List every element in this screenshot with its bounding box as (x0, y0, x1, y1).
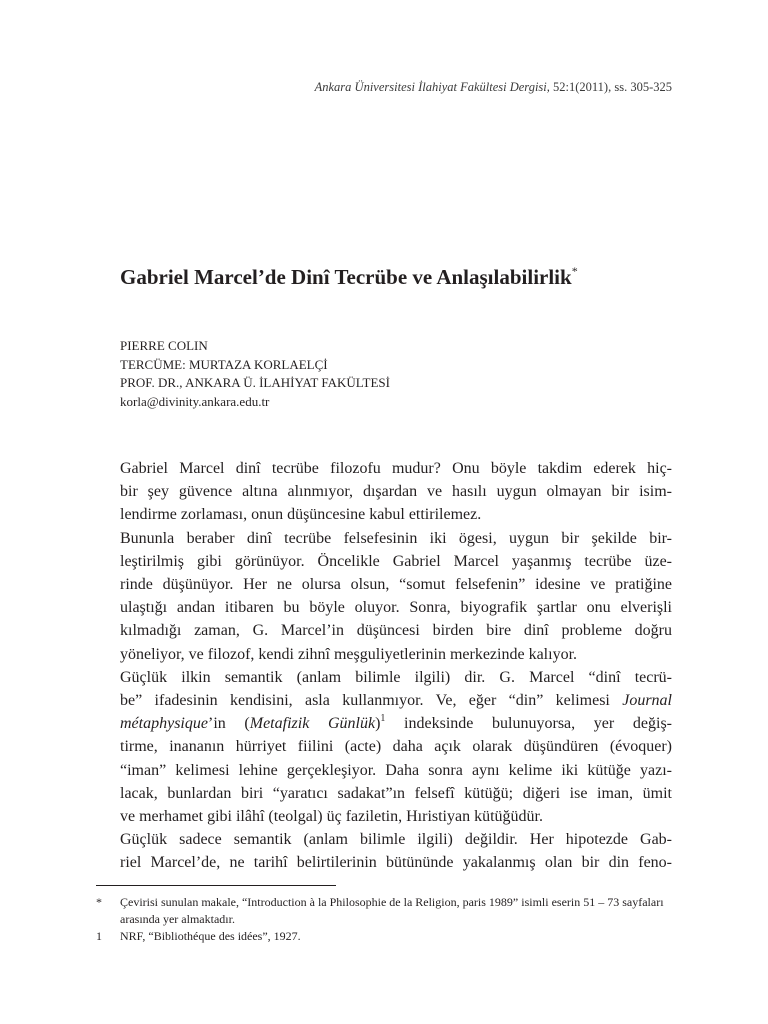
footnote-star (96, 894, 672, 928)
body-line: “iman” kelimesi lehine gerçekleşiyor. Daha sonra aynı kelime iki kütüğe yazı- (120, 761, 672, 779)
translator-line: TERCÜME: MURTAZA KORLAELÇİ (120, 356, 328, 372)
translated-title-italic: Metafizik Günlük (249, 715, 376, 733)
footnote-mark: * (96, 895, 102, 909)
body-line: bir şey güvence altına alınmıyor, dışardan ve hasılı uygun olmayan bir isim- (120, 483, 672, 501)
body-line: leştirilmiş gibi görünüyor. Öncelikle Gabriel Marcel yaşanmış tecrübe üze- (120, 552, 672, 570)
journal-issue-pages: 52:1(2011), ss. 305-325 (549, 80, 672, 94)
journal-name: Ankara Üniversitesi İlahiyat Fakültesi Dergisi, (314, 80, 550, 94)
body-line: ve merhamet gibi ilâhî (teolgal) üç faziletin, Hıristiyan kütüğüdür. (120, 808, 543, 826)
body-line: riel Marcel’de, ne tarihî belirtilerinin bütününde yakalanmış olan bir din feno- (120, 854, 672, 872)
body-text: ) (375, 715, 381, 733)
body-line (96, 689, 672, 712)
author-name: PIERRE COLIN (120, 338, 208, 353)
body-line: kılmadığı zaman, G. Marcel’in düşüncesi birden bire dinî probleme doğru (120, 622, 672, 640)
body-line: tirme, inananın hürriyet fiilini (acte) daha açık olarak düşündüren (évoquer) (120, 738, 672, 756)
footnotes (96, 894, 672, 945)
paragraph-3 (96, 666, 672, 828)
body-line: yöneliyor, ve filozof, kendi zihnî meşguliyetlerinin merkezinde kalıyor. (120, 645, 578, 663)
body-text: indeksinde bulunuyorsa, yer değiş- (385, 715, 672, 733)
journal-citation-header (315, 80, 672, 95)
body-text: ’in ( (207, 715, 250, 733)
article-body (96, 457, 672, 875)
paragraph-1 (96, 457, 672, 527)
footnote-ref-1[interactable]: 1 (380, 713, 386, 725)
body-line: Güçlük ilkin semantik (anlam bilimle ilgili) dir. G. Marcel “dinî tecrü- (120, 668, 672, 686)
footnote-mark: 1 (96, 929, 102, 943)
author-block (120, 337, 390, 411)
affiliation-line: PROF. DR., ANKARA Ü. İLAHİYAT FAKÜLTESİ (120, 375, 390, 390)
body-line: rinde düşünüyor. Her ne olursa olsun, “somut felsefenin” idesine ve pratiğine (120, 576, 672, 594)
body-line: Gabriel Marcel dinî tecrübe filozofu mudur? Onu böyle takdim ederek hiç- (120, 460, 672, 477)
journal-title-italic: métaphysique (120, 715, 208, 733)
paragraph-4 (96, 828, 672, 874)
article-title-text: Gabriel Marcel’de Dinî Tecrübe ve Anlaşılabilirlik (120, 265, 572, 289)
body-line: ulaştığı andan itibaren bu böyle oluyor. Sonra, biyografik şartlar onu elverişli (120, 599, 672, 617)
footnote-1 (96, 928, 672, 945)
body-line (96, 712, 672, 735)
footnote-text: Çevirisi sunulan makale, “Introduction à la Philosophie de la Religion, paris 1989” isimli eserin 51 – 73 sayfaları arasında yer almaktadır. (120, 895, 664, 926)
body-line: lendirme zorlaması, onun düşüncesine kabul ettirilemez. (120, 506, 482, 524)
title-footnote-mark: * (571, 264, 578, 278)
journal-title-italic: Journal (622, 692, 672, 710)
author-email[interactable]: korla@divinity.ankara.edu.tr (120, 393, 270, 409)
body-line: Bununla beraber dinî tecrübe felsefesinin iki ögesi, uygun bir şekilde bir- (120, 529, 672, 547)
article-title (120, 264, 578, 290)
paragraph-2 (96, 527, 672, 666)
footnote-text: NRF, “Bibliothéque des idées”, 1927. (120, 929, 301, 943)
body-text: be” ifadesinin kendisini, asla kullanmıyor. Ve, eğer “din” kelimesi (120, 692, 623, 710)
body-line: Güçlük sadece semantik (anlam bilimle ilgili) değildir. Her hipotezde Gab- (120, 831, 672, 849)
footnote-divider (96, 885, 336, 886)
body-line: lacak, bunlardan biri “yaratıcı sadakat”ın felsefî kütüğü; diğeri ise iman, ümit (120, 784, 672, 802)
